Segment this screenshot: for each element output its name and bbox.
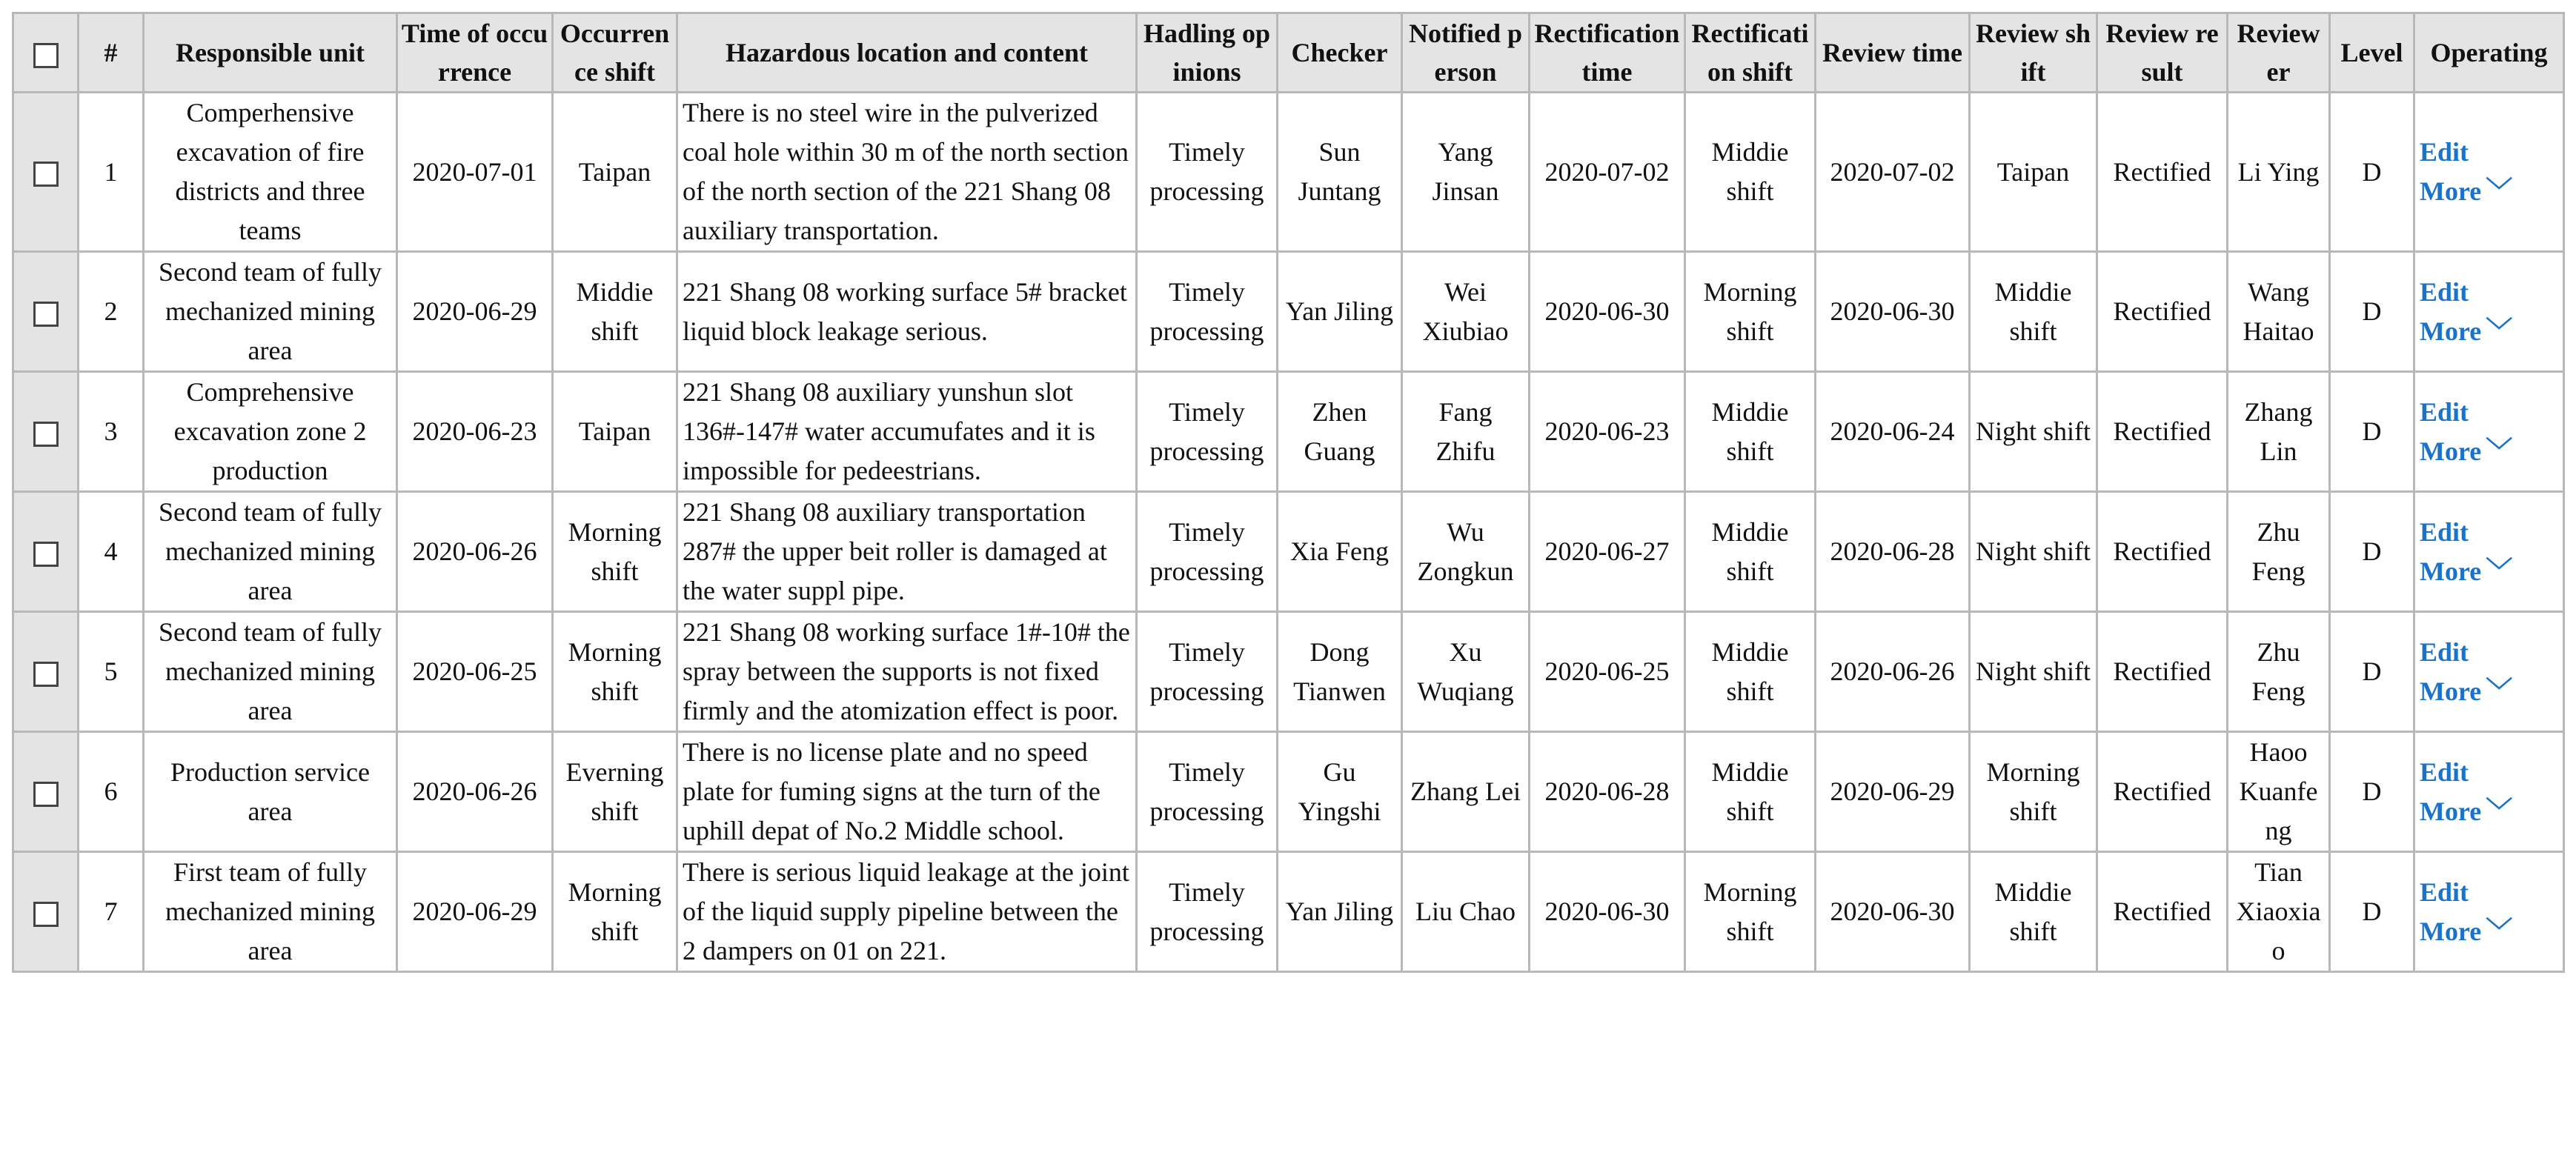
header-opinions: Hadling opinions: [1137, 13, 1278, 93]
cell-review-result: Rectified: [2097, 612, 2228, 732]
checkbox-icon[interactable]: [33, 542, 59, 567]
cell-time: 2020-06-29: [397, 852, 553, 972]
checkbox-icon[interactable]: [33, 162, 59, 187]
cell-rect-shift: Morning shift: [1685, 852, 1816, 972]
header-reviewer: Reviewer: [2228, 13, 2330, 93]
row-checkbox[interactable]: [13, 852, 79, 972]
edit-link[interactable]: Edit: [2420, 137, 2469, 167]
cell-rect-time: 2020-06-23: [1530, 372, 1685, 492]
cell-level: D: [2330, 93, 2414, 252]
chevron-down-icon: ﹀: [2486, 796, 2513, 826]
cell-notified: Zhang Lei: [1402, 732, 1530, 852]
cell-rect-shift: Middie shift: [1685, 93, 1816, 252]
cell-shift: Morning shift: [553, 612, 677, 732]
cell-opinions: Timely processing: [1137, 93, 1278, 252]
cell-rect-shift: Middie shift: [1685, 612, 1816, 732]
cell-operating: [2414, 492, 2564, 612]
cell-review-time: 2020-07-02: [1816, 93, 1970, 252]
table-row: [13, 492, 2564, 612]
cell-review-shift: Night shift: [1970, 612, 2097, 732]
chevron-down-icon: ﹀: [2486, 556, 2513, 586]
header-row: [13, 13, 2564, 93]
cell-rect-time: 2020-06-27: [1530, 492, 1685, 612]
header-location: Hazardous location and content: [677, 13, 1137, 93]
cell-checker: Yan Jiling: [1278, 852, 1402, 972]
checkbox-icon[interactable]: [33, 782, 59, 807]
cell-location: There is no steel wire in the pulverized coal hole within 30 m of the north section of the north section of the 221 Shang 08 auxiliary transportation.: [677, 93, 1137, 252]
cell-operating: [2414, 372, 2564, 492]
cell-num: 2: [79, 252, 144, 372]
cell-reviewer: Tian Xiaoxiao: [2228, 852, 2330, 972]
cell-checker: Sun Juntang: [1278, 93, 1402, 252]
cell-review-result: Rectified: [2097, 852, 2228, 972]
cell-level: D: [2330, 492, 2414, 612]
checkbox-icon[interactable]: [33, 43, 59, 68]
cell-opinions: Timely processing: [1137, 372, 1278, 492]
cell-review-result: Rectified: [2097, 93, 2228, 252]
cell-unit: First team of fully mechanized mining area: [144, 852, 397, 972]
cell-review-time: 2020-06-30: [1816, 252, 1970, 372]
cell-notified: Xu Wuqiang: [1402, 612, 1530, 732]
chevron-down-icon: ﹀: [2486, 676, 2513, 706]
header-operating: Operating: [2414, 13, 2564, 93]
cell-num: 6: [79, 732, 144, 852]
cell-level: D: [2330, 852, 2414, 972]
cell-num: 7: [79, 852, 144, 972]
more-link[interactable]: [2420, 792, 2558, 831]
more-link[interactable]: [2420, 312, 2558, 351]
row-checkbox[interactable]: [13, 492, 79, 612]
cell-location: 221 Shang 08 working surface 1#-10# the spray between the supports is not fixed firmly and the atomization effect is poor.: [677, 612, 1137, 732]
cell-num: 4: [79, 492, 144, 612]
cell-checker: Dong Tianwen: [1278, 612, 1402, 732]
cell-review-time: 2020-06-30: [1816, 852, 1970, 972]
cell-opinions: Timely processing: [1137, 612, 1278, 732]
cell-unit: Second team of fully mechanized mining area: [144, 492, 397, 612]
cell-rect-shift: Middie shift: [1685, 492, 1816, 612]
cell-notified: Fang Zhifu: [1402, 372, 1530, 492]
more-link[interactable]: [2420, 912, 2558, 951]
header-num: #: [79, 13, 144, 93]
more-label: More: [2420, 676, 2482, 706]
cell-unit: Second team of fully mechanized mining area: [144, 252, 397, 372]
chevron-down-icon: ﹀: [2486, 316, 2513, 346]
edit-link[interactable]: Edit: [2420, 516, 2469, 547]
row-checkbox[interactable]: [13, 252, 79, 372]
cell-time: 2020-06-26: [397, 732, 553, 852]
cell-opinions: Timely processing: [1137, 252, 1278, 372]
table-body: [13, 93, 2564, 972]
cell-rect-time: 2020-06-30: [1530, 252, 1685, 372]
header-review-shift: Review shift: [1970, 13, 2097, 93]
cell-rect-time: 2020-06-25: [1530, 612, 1685, 732]
cell-level: D: [2330, 612, 2414, 732]
more-link[interactable]: [2420, 672, 2558, 711]
cell-reviewer: Wang Haitao: [2228, 252, 2330, 372]
cell-checker: Yan Jiling: [1278, 252, 1402, 372]
cell-unit: Second team of fully mechanized mining area: [144, 612, 397, 732]
cell-checker: Gu Yingshi: [1278, 732, 1402, 852]
cell-review-time: 2020-06-28: [1816, 492, 1970, 612]
row-checkbox[interactable]: [13, 732, 79, 852]
more-link[interactable]: [2420, 432, 2558, 471]
cell-shift: Taipan: [553, 372, 677, 492]
cell-review-time: 2020-06-24: [1816, 372, 1970, 492]
cell-reviewer: Zhu Feng: [2228, 612, 2330, 732]
cell-review-result: Rectified: [2097, 492, 2228, 612]
cell-operating: [2414, 93, 2564, 252]
table-row: [13, 252, 2564, 372]
checkbox-icon[interactable]: [33, 902, 59, 927]
edit-link[interactable]: Edit: [2420, 396, 2469, 427]
cell-notified: Wei Xiubiao: [1402, 252, 1530, 372]
cell-level: D: [2330, 372, 2414, 492]
cell-reviewer: Haoo Kuanfeng: [2228, 732, 2330, 852]
cell-operating: [2414, 252, 2564, 372]
more-label: More: [2420, 916, 2482, 946]
cell-notified: Wu Zongkun: [1402, 492, 1530, 612]
cell-shift: Morning shift: [553, 852, 677, 972]
header-rect-time: Rectification time: [1530, 13, 1685, 93]
more-label: More: [2420, 796, 2482, 826]
cell-num: 3: [79, 372, 144, 492]
cell-reviewer: Zhang Lin: [2228, 372, 2330, 492]
edit-link[interactable]: Edit: [2420, 877, 2469, 907]
cell-unit: Comperhensive excavation of fire districts and three teams: [144, 93, 397, 252]
cell-review-shift: Taipan: [1970, 93, 2097, 252]
header-level: Level: [2330, 13, 2414, 93]
header-review-result: Review result: [2097, 13, 2228, 93]
cell-review-shift: Middie shift: [1970, 252, 2097, 372]
cell-shift: Taipan: [553, 93, 677, 252]
cell-checker: Zhen Guang: [1278, 372, 1402, 492]
cell-notified: Yang Jinsan: [1402, 93, 1530, 252]
cell-review-result: Rectified: [2097, 252, 2228, 372]
checkbox-icon[interactable]: [33, 662, 59, 687]
cell-notified: Liu Chao: [1402, 852, 1530, 972]
cell-location: 221 Shang 08 auxiliary yunshun slot 136#-147# water accumufates and it is impossible for pedeestrians.: [677, 372, 1137, 492]
chevron-down-icon: ﹀: [2486, 436, 2513, 466]
select-all-checkbox[interactable]: [13, 13, 79, 93]
table-row: [13, 372, 2564, 492]
chevron-down-icon: ﹀: [2486, 916, 2513, 946]
cell-time: 2020-07-01: [397, 93, 553, 252]
more-label: More: [2420, 436, 2482, 466]
cell-shift: Morning shift: [553, 492, 677, 612]
cell-rect-shift: Morning shift: [1685, 252, 1816, 372]
cell-num: 1: [79, 93, 144, 252]
cell-review-result: Rectified: [2097, 732, 2228, 852]
header-shift: Occurrence shift: [553, 13, 677, 93]
cell-level: D: [2330, 252, 2414, 372]
cell-review-time: 2020-06-26: [1816, 612, 1970, 732]
cell-opinions: Timely processing: [1137, 852, 1278, 972]
table-row: [13, 612, 2564, 732]
edit-link[interactable]: Edit: [2420, 276, 2469, 307]
checkbox-icon[interactable]: [33, 302, 59, 327]
cell-time: 2020-06-23: [397, 372, 553, 492]
row-checkbox[interactable]: [13, 372, 79, 492]
cell-time: 2020-06-29: [397, 252, 553, 372]
checkbox-icon[interactable]: [33, 422, 59, 447]
cell-location: 221 Shang 08 auxiliary transportation 287# the upper beit roller is damaged at the water suppl pipe.: [677, 492, 1137, 612]
hazard-table: [12, 12, 2565, 973]
cell-time: 2020-06-25: [397, 612, 553, 732]
cell-shift: Middie shift: [553, 252, 677, 372]
cell-review-shift: Night shift: [1970, 372, 2097, 492]
more-label: More: [2420, 316, 2482, 346]
header-notified: Notified person: [1402, 13, 1530, 93]
chevron-down-icon: ﹀: [2486, 176, 2513, 206]
cell-review-result: Rectified: [2097, 372, 2228, 492]
header-review-time: Review time: [1816, 13, 1970, 93]
cell-review-time: 2020-06-29: [1816, 732, 1970, 852]
cell-reviewer: Zhu Feng: [2228, 492, 2330, 612]
cell-review-shift: Night shift: [1970, 492, 2097, 612]
cell-unit: Production service area: [144, 732, 397, 852]
cell-level: D: [2330, 732, 2414, 852]
table-row: [13, 732, 2564, 852]
cell-opinions: Timely processing: [1137, 732, 1278, 852]
more-label: More: [2420, 556, 2482, 586]
table-row: [13, 852, 2564, 972]
cell-operating: [2414, 612, 2564, 732]
header-checker: Checker: [1278, 13, 1402, 93]
cell-checker: Xia Feng: [1278, 492, 1402, 612]
header-rect-shift: Rectification shift: [1685, 13, 1816, 93]
cell-review-shift: Morning shift: [1970, 732, 2097, 852]
more-link[interactable]: [2420, 172, 2558, 211]
edit-link[interactable]: Edit: [2420, 756, 2469, 787]
cell-rect-time: 2020-06-30: [1530, 852, 1685, 972]
cell-rect-shift: Middie shift: [1685, 372, 1816, 492]
cell-num: 5: [79, 612, 144, 732]
header-unit: Responsible unit: [144, 13, 397, 93]
more-label: More: [2420, 176, 2482, 206]
cell-review-shift: Middie shift: [1970, 852, 2097, 972]
cell-location: 221 Shang 08 working surface 5# bracket liquid block leakage serious.: [677, 252, 1137, 372]
row-checkbox[interactable]: [13, 612, 79, 732]
cell-operating: [2414, 852, 2564, 972]
table-row: [13, 93, 2564, 252]
cell-location: There is no license plate and no speed plate for fuming signs at the turn of the uphill depat of No.2 Middle school.: [677, 732, 1137, 852]
cell-opinions: Timely processing: [1137, 492, 1278, 612]
cell-reviewer: Li Ying: [2228, 93, 2330, 252]
cell-unit: Comprehensive excavation zone 2 production: [144, 372, 397, 492]
cell-location: There is serious liquid leakage at the joint of the liquid supply pipeline between the 2 dampers on 01 on 221.: [677, 852, 1137, 972]
edit-link[interactable]: Edit: [2420, 636, 2469, 667]
cell-rect-time: 2020-07-02: [1530, 93, 1685, 252]
cell-rect-shift: Middie shift: [1685, 732, 1816, 852]
cell-operating: [2414, 732, 2564, 852]
header-time: Time of occurrence: [397, 13, 553, 93]
cell-shift: Everning shift: [553, 732, 677, 852]
cell-rect-time: 2020-06-28: [1530, 732, 1685, 852]
row-checkbox[interactable]: [13, 93, 79, 252]
more-link[interactable]: [2420, 552, 2558, 591]
cell-time: 2020-06-26: [397, 492, 553, 612]
